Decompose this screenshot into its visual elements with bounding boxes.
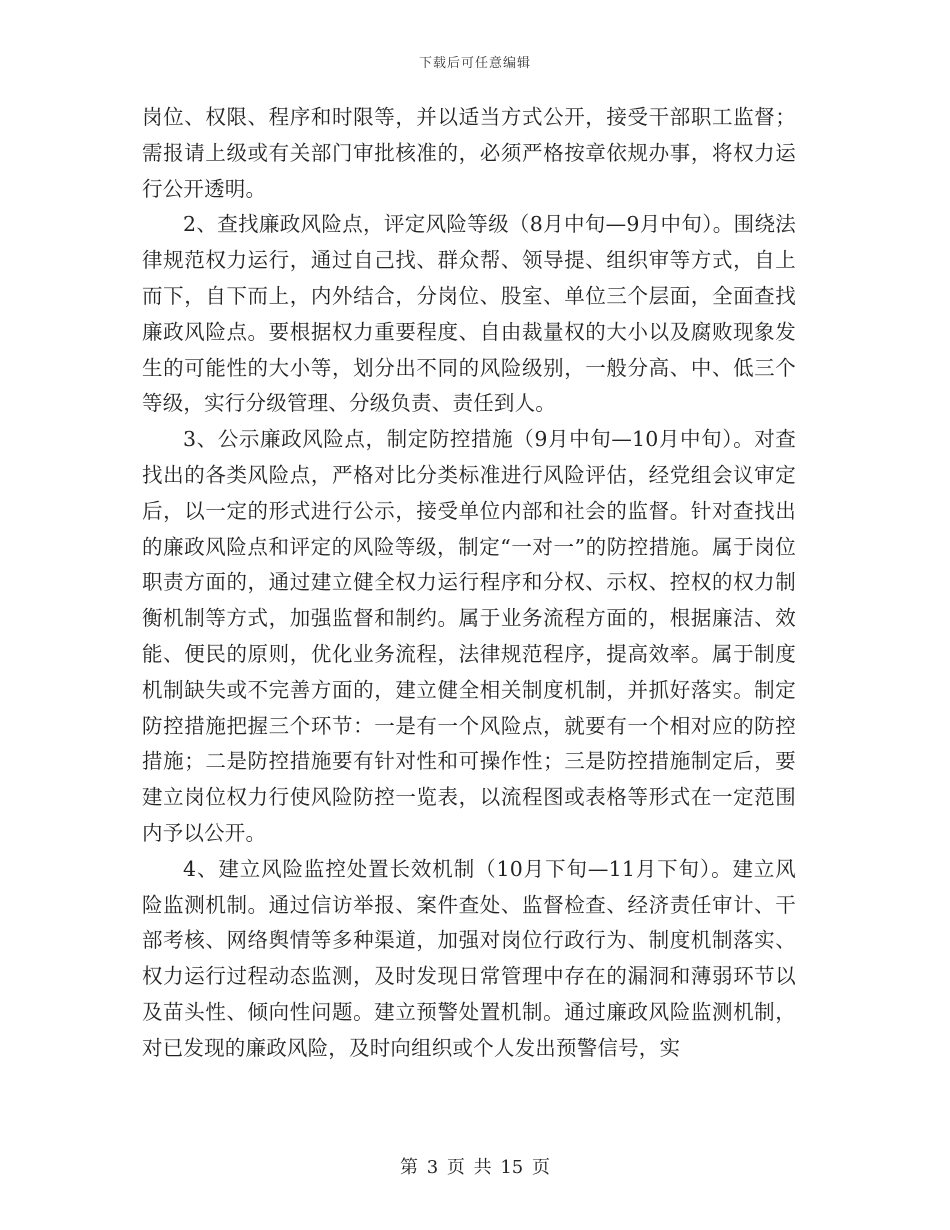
paragraph-step-2: 2、查找廉政风险点，评定风险等级（8月中旬—9月中旬）。围绕法律规范权力运行，通过自己找、群众帮、领导提、组织审等方式，自上而下，自下而上，内外结合，分岗位、股室、单位三个层面，全面查找廉政风险点。要根据权力重要程度、自由裁量权的大小以及腐败现象发生的可能性的大小等，划分出不同的风险级别，一般分高、中、低三个等级，实行分级管理、分级负责、责任到人。 bbox=[142, 212, 796, 416]
paragraph-step-3: 3、公示廉政风险点，制定防控措施（9月中旬—10月中旬）。对查找出的各类风险点，严格对比分类标准进行风险评估，经党组会议审定后，以一定的形式进行公示，接受单位内部和社会的监督。针对查找出的廉政风险点和评定的风险等级，制定“一对一”的防控措施。属于岗位职责方面的，通过建立健全权力运行程序和分权、示权、控权的权力制衡机制等方式，加强监督和制约。属于业务流程方面的，根据廉洁、效能、便民的原则，优化业务流程，法律规范程序，提高效率。属于制度机制缺失或不完善方面的，建立健全相关制度机制，并抓好落实。制定防控措施把握三个环节：一是有一个风险点，就要有一个相对应的防控措施；二是防控措施要有针对性和可操作性；三是防控措施制定后，要建立岗位权力行使风险防控一览表，以流程图或表格等形式在一定范围内予以公开。 bbox=[142, 427, 796, 845]
document-body bbox=[142, 100, 796, 1067]
page-number-footer: 第 3 页 共 15 页 bbox=[400, 1157, 550, 1178]
page-header: 下载后可任意编辑 bbox=[418, 56, 531, 71]
paragraph-step-4: 4、建立风险监控处置长效机制（10月下旬—11月下旬）。建立风险监测机制。通过信访举报、案件查处、监督检查、经济责任审计、干部考核、网络舆情等多种渠道，加强对岗位行政行为、制度机制落实、权力运行过程动态监测，及时发现日常管理中存在的漏洞和薄弱环节以及苗头性、倾向性问题。建立预警处置机制。通过廉政风险监测机制，对已发现的廉政风险，及时向组织或个人发出预警信号，实 bbox=[142, 856, 796, 1060]
paragraph-continuation: 岗位、权限、程序和时限等，并以适当方式公开，接受干部职工监督；需报请上级或有关部门审批核准的，必须严格按章依规办事，将权力运行公开透明。 bbox=[142, 105, 796, 201]
